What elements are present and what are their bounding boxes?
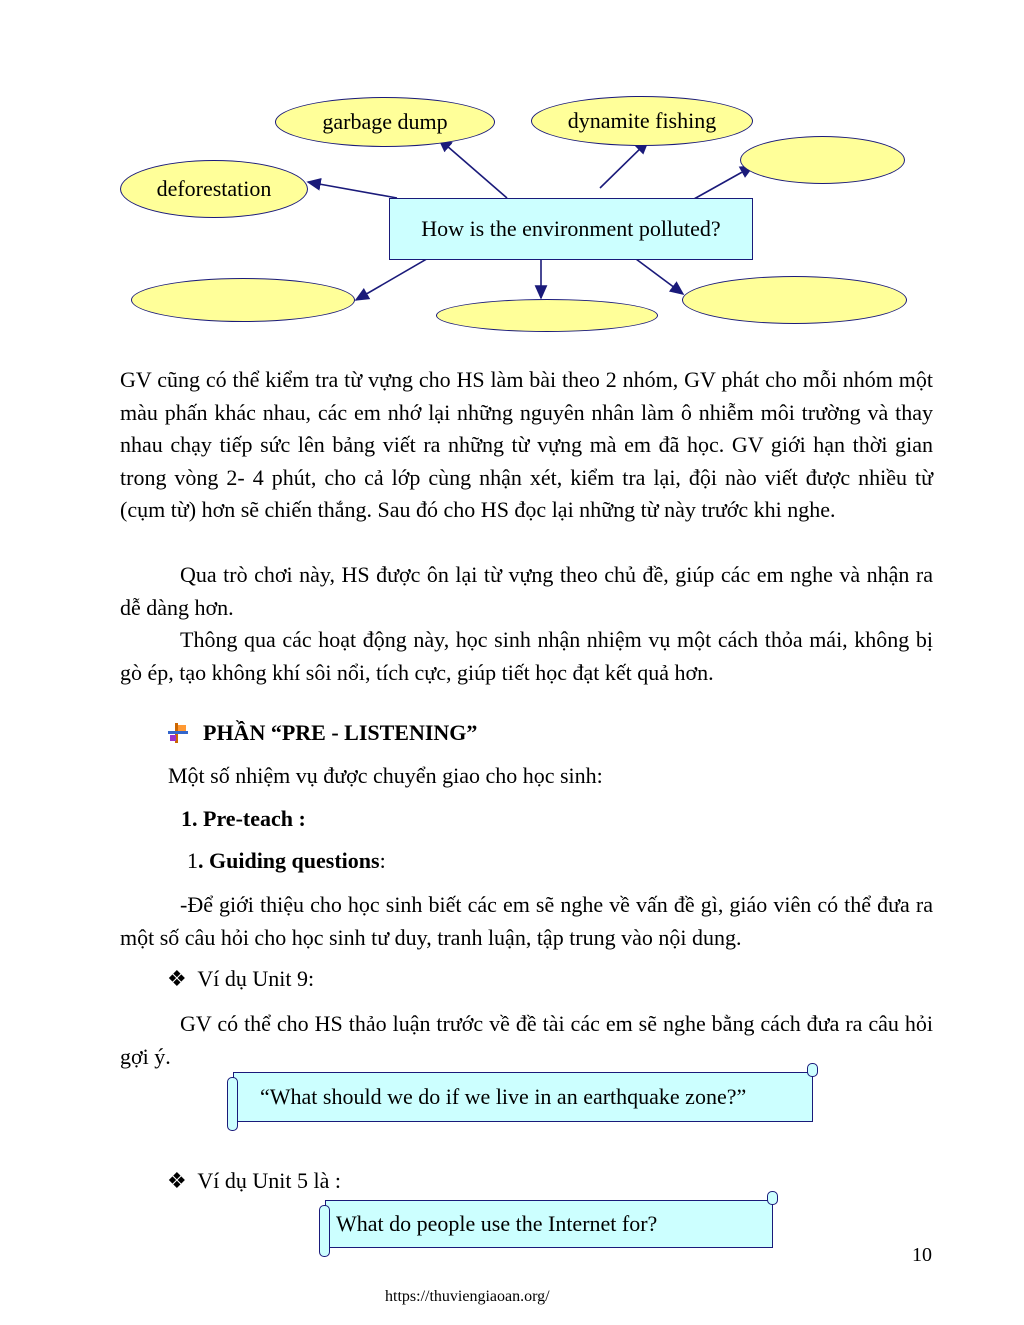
node-blank-bottom-mid xyxy=(436,299,658,332)
center-question-box xyxy=(389,198,753,260)
arrow-to-garbage xyxy=(439,139,507,198)
scroll-banner-internet xyxy=(325,1200,773,1248)
item-number: 1 xyxy=(187,848,198,873)
paragraph-intro-questions: -Để giới thiệu cho học sinh biết các em sẽ nghe về vấn đề gì, giáo viên có thể đưa ra một số câu hỏi cho học sinh tư duy, tranh luận, tập trung vào nội dung. xyxy=(120,892,933,950)
scroll-curl-right xyxy=(767,1191,778,1205)
node-blank-bottom-right xyxy=(682,276,907,324)
example-unit5 xyxy=(167,1168,341,1194)
paragraph-activity-benefit: Thông qua các hoạt động này, học sinh nhận nhiệm vụ một cách thỏa mái, không bị gò ép, tạo không khí sôi nổi, tích cực, giúp tiết học đạt kết quả hơn. xyxy=(120,627,933,685)
arrow-to-dynamite xyxy=(600,141,648,188)
example-unit5-label: Ví dụ Unit 5 là : xyxy=(197,1168,341,1193)
arrow-to-top-right xyxy=(694,166,753,199)
item-pre-teach: 1. Pre-teach : xyxy=(181,806,306,831)
node-label: deforestation xyxy=(156,176,272,201)
arrow-to-deforestation xyxy=(308,182,397,198)
node-blank-bottom-left xyxy=(131,278,355,322)
center-question: How is the environment polluted? xyxy=(421,216,721,241)
example-unit9 xyxy=(167,966,314,992)
paragraph-game-benefit: Qua trò chơi này, HS được ôn lại từ vựng theo chủ đề, giúp các em nghe và nhận ra dễ dàng hơn. xyxy=(120,562,933,620)
node-deforestation xyxy=(120,160,308,218)
node-blank-top-right xyxy=(740,136,905,184)
diamond-bullet-icon: ❖ xyxy=(167,966,187,991)
footer-url[interactable]: https://thuviengiaoan.org/ xyxy=(385,1288,550,1305)
section-heading: PHẦN “PRE - LISTENING” xyxy=(203,720,478,745)
scroll-curl-left xyxy=(319,1205,330,1257)
example-unit9-label: Ví dụ Unit 9: xyxy=(197,966,315,991)
scroll-text-internet: What do people use the Internet for? xyxy=(336,1211,658,1236)
section-bullet-icon xyxy=(168,723,188,743)
mind-map-diagram xyxy=(0,0,1024,350)
item-guiding-questions xyxy=(187,848,386,874)
node-dynamite-fishing xyxy=(531,96,753,146)
scroll-banner-earthquake xyxy=(233,1072,813,1122)
scroll-text-earthquake: “What should we do if we live in an earthquake zone?” xyxy=(260,1084,747,1109)
arrow-to-bottom-left xyxy=(356,253,437,300)
paragraph-discussion: GV có thể cho HS thảo luận trước về đề tài các em sẽ nghe bằng cách đưa ra câu hỏi gợi ý. xyxy=(120,1011,933,1069)
diamond-bullet-icon: ❖ xyxy=(167,1168,187,1193)
node-label: garbage dump xyxy=(322,109,448,134)
node-garbage-dump xyxy=(275,97,495,147)
scroll-curl-left xyxy=(227,1077,238,1131)
item-title: . Guiding questions xyxy=(198,848,380,873)
node-label: dynamite fishing xyxy=(567,108,717,133)
tasks-intro: Một số nhiệm vụ được chuyển giao cho học sinh: xyxy=(168,763,603,788)
item-colon: : xyxy=(379,848,386,873)
paragraph-vocab-game: GV cũng có thể kiểm tra từ vựng cho HS làm bài theo 2 nhóm, GV phát cho mỗi nhóm một màu phấn khác nhau, các em nhớ lại những nguyên nhân làm ô nhiễm môi trường và thay nhau chạy tiếp sức lên bảng viết ra những từ vựng mà em đã học. GV giới hạn thời gian trong vòng 2- 4 phút, cho cả lớp cùng nhận xét, kiểm tra lại, đội nào viết được nhiều từ (cụm từ) hơn sẽ chiến thắng. Sau đó cho HS đọc lại những từ này trước khi nghe. xyxy=(120,367,933,522)
scroll-curl-right xyxy=(807,1063,818,1077)
page-number: 10 xyxy=(912,1244,932,1266)
